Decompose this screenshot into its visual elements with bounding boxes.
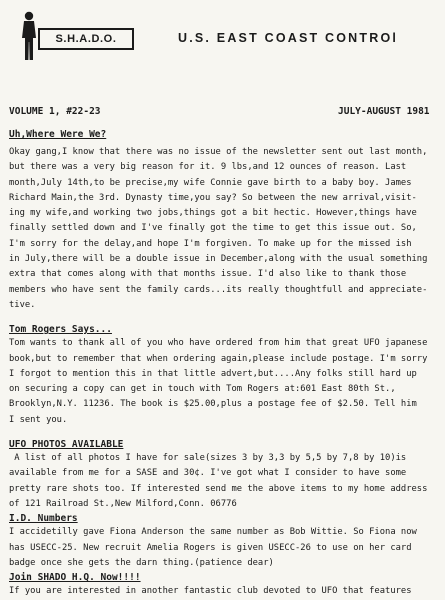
section-heading: I.D. Numbers bbox=[9, 513, 78, 525]
paragraph-line: Okay gang,I know that there was no issue of the newsletter sent out last month, bbox=[9, 147, 428, 157]
paragraph-line: month,July 14th,to be precise,my wife Connie gave birth to a baby boy. James bbox=[9, 177, 412, 188]
paragraph-line: Tom wants to thank all of you who have ordered from him that great UFO japanese bbox=[9, 338, 428, 349]
paragraph-line: in July,there will be a double issue in December,along with the usual something bbox=[9, 254, 428, 265]
paragraph-line: book,but to remember that when ordering again,please include postage. I'm sorry bbox=[9, 353, 428, 364]
paragraph-line: I'm sorry for the delay,and hope I'm forgiven. To make up for the missed ish bbox=[9, 238, 412, 249]
logo-text: S.H.A.D.O. bbox=[38, 28, 134, 50]
paragraph-line: extra that comes along with that months issue. I'd also like to thank those bbox=[9, 269, 407, 280]
paragraph-line: available from me for a SASE and 30¢. I've got what I consider to have some bbox=[9, 468, 407, 479]
section-join-shado-hq bbox=[9, 571, 441, 599]
paragraph-line: tive. bbox=[9, 299, 36, 310]
article-body bbox=[9, 128, 441, 599]
paragraph-line: has USECC-25. New recruit Amelia Rogers is given USECC-26 to use on her card bbox=[9, 542, 412, 553]
paragraph-line: but there was a very big reason for it. 9 lbs,and 12 ounces of reason. Last bbox=[9, 162, 407, 173]
paragraph-line: If you are interested in another fantastic club devoted to UFO that features bbox=[9, 586, 412, 597]
section-heading: Uh,Where Were We? bbox=[9, 129, 107, 140]
header-title: U.S. EAST COAST CONTROl bbox=[178, 31, 399, 45]
paragraph-line: Richard Main,the 3rd. Dynasty time,you say? So between the new arrival,visit- bbox=[9, 192, 417, 203]
shado-logo bbox=[14, 10, 164, 62]
section-ufo-photos-available bbox=[9, 438, 441, 512]
section-heading: Tom Rogers Says... bbox=[9, 324, 112, 336]
paragraph-line: finally settled down and I've finally got the time to get this issue out. So, bbox=[9, 223, 417, 234]
paragraph-line: ing my wife,and working two jobs,things got a bit hectic. However,things have bbox=[9, 208, 417, 219]
paragraph-line: A list of all photos I have for sale(sizes 3 by 3,3 by 5,5 by 7,8 by 10)is bbox=[9, 453, 407, 464]
paragraph-line: I accidetilly gave Fiona Anderson the same number as Bob Wittie. So Fiona now bbox=[9, 527, 417, 538]
paragraph-line: Brooklyn,N.Y. 11236. The book is $25.00,plus a postage fee of $2.50. Tell him bbox=[9, 399, 417, 410]
paragraph-line: members who have sent the family cards...its really thoughtfull and appreciate- bbox=[9, 284, 428, 295]
paragraph-line: pretty rare shots too. If interested send me the above items to my home address bbox=[9, 483, 428, 494]
section-heading: Join SHADO H.Q. Now!!!! bbox=[9, 572, 141, 584]
paragraph-line: on securing a copy can get in touch with Tom Rogers at:601 East 80th St., bbox=[9, 384, 396, 395]
paragraph-line: I forgot to mention this in that little advert,but....Any folks still hard up bbox=[9, 368, 417, 379]
issue-date: JULY-AUGUST 1981 bbox=[338, 106, 430, 117]
paragraph-line: I sent you. bbox=[9, 414, 68, 425]
paragraph-line: of 121 Railroad St.,New Milford,Conn. 06776 bbox=[9, 498, 237, 509]
volume-number: VOLUME 1, #22-23 bbox=[9, 106, 101, 117]
paragraph-line: badge once she gets the darn thing.(patience dear) bbox=[9, 557, 274, 568]
section-tom-rogers-says bbox=[9, 323, 441, 428]
section-heading: UFO PHOTOS AVAILABLE bbox=[9, 439, 124, 451]
section-uh-where-were-we bbox=[9, 128, 441, 313]
section-id-numbers bbox=[9, 512, 441, 571]
